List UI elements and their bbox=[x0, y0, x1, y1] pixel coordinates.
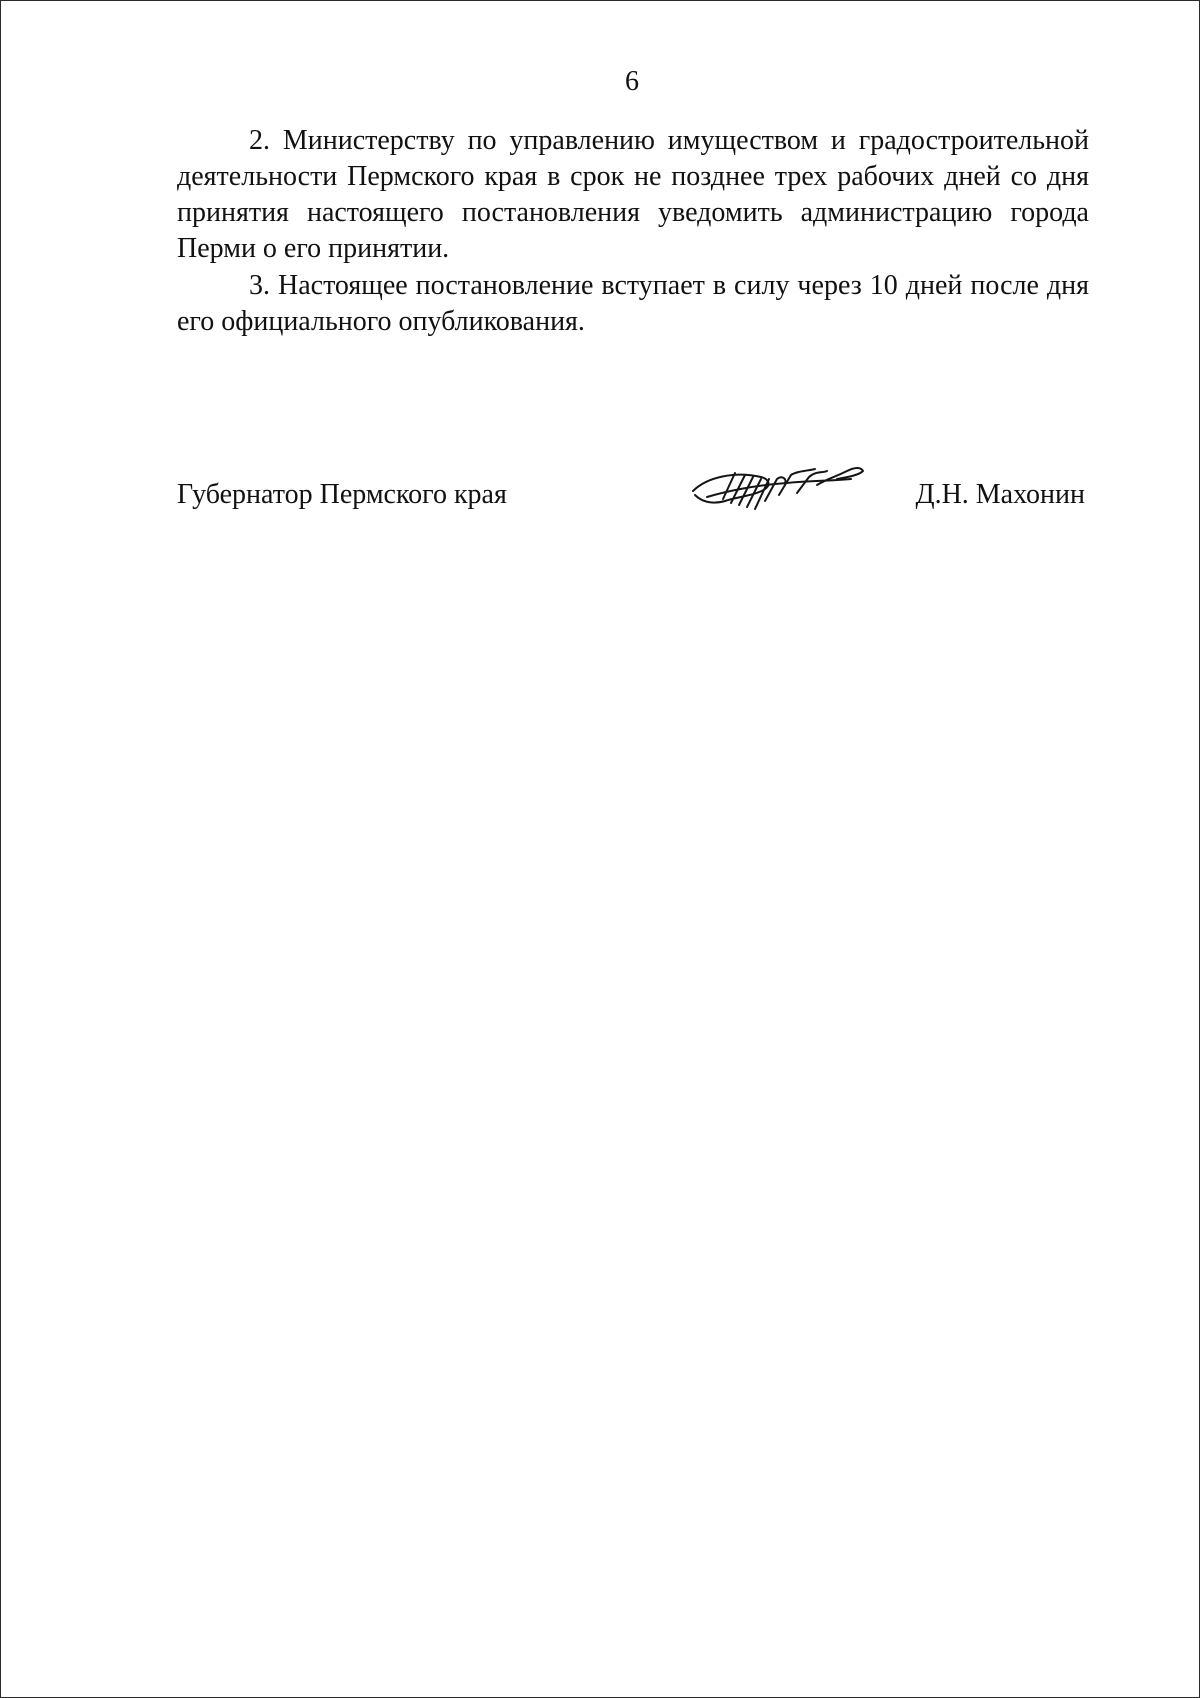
signatory-position: Губернатор Пермского края bbox=[177, 479, 507, 510]
paragraph-item-3: 3. Настоящее постановление вступает в силу через 10 дней после дня его официального опубликования. bbox=[177, 270, 1089, 337]
handwritten-signature-icon bbox=[687, 461, 867, 521]
paragraph-item-2: 2. Министерству по управлению имуществом и градостроительной деятельности Пермского края в срок не позднее трех рабочих дней со дня принятия настоящего постановления уведомить администрацию города Перми о его принятии. bbox=[177, 125, 1089, 264]
signatory-name: Д.Н. Махонин bbox=[915, 479, 1085, 510]
signature-block bbox=[177, 461, 1089, 531]
page-number: 6 bbox=[625, 66, 639, 97]
document-body bbox=[177, 123, 1089, 341]
